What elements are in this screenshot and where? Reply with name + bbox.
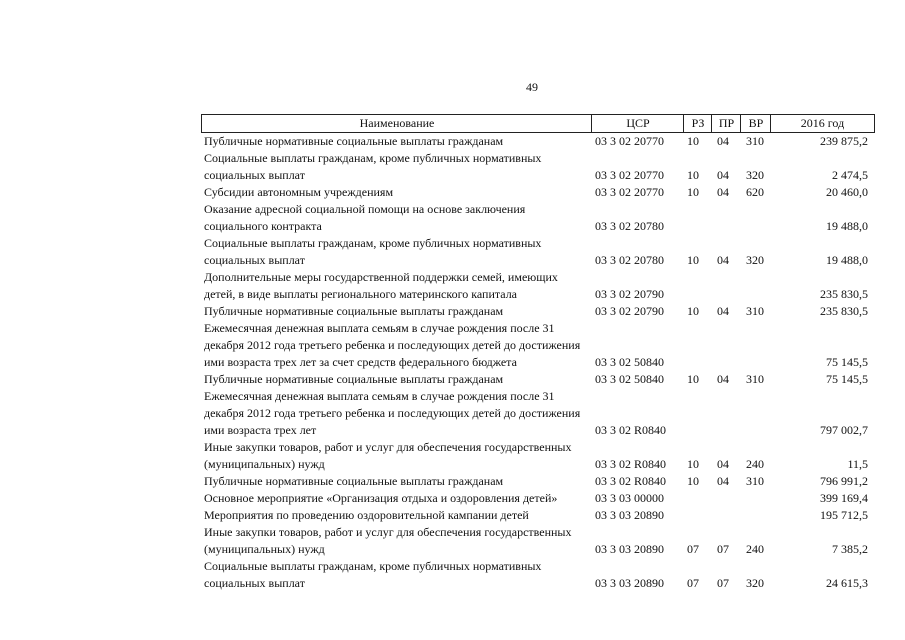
- row-csr: 03 3 02 20790: [595, 304, 664, 318]
- row-name: Социальные выплаты гражданам, кроме публичных нормативных социальных выплат: [204, 236, 542, 267]
- row-pr: [717, 422, 737, 439]
- table-row: [201, 371, 875, 388]
- row-name: Оказание адресной социальной помощи на основе заключения социального контракта: [204, 202, 526, 233]
- row-name: Ежемесячная денежная выплата семьям в случае рождения после 31 декабря 2012 года третьего ребенка и последующих детей до достижения ими возраста трех лет за счет средств федерального бюджета: [204, 321, 581, 369]
- row-sum: 75 145,5: [826, 372, 868, 386]
- row-pr: 07: [717, 576, 729, 590]
- row-vr: 240: [746, 457, 764, 471]
- row-csr: 03 3 02 R0840: [595, 474, 667, 488]
- row-csr: 03 3 03 20890: [595, 508, 664, 522]
- row-pr: [717, 286, 737, 303]
- row-name: Мероприятия по проведению оздоровительной кампании детей: [204, 508, 529, 522]
- row-csr: 03 3 02 R0840: [595, 457, 667, 471]
- row-rz: [687, 490, 709, 507]
- row-vr: 320: [746, 168, 764, 182]
- row-csr: 03 3 02 20770: [595, 168, 664, 182]
- row-csr: 03 3 03 20890: [595, 576, 664, 590]
- row-csr: 03 3 02 20770: [595, 134, 664, 148]
- row-name: Субсидии автономным учреждениям: [204, 185, 394, 199]
- row-pr: [717, 490, 737, 507]
- row-csr: 03 3 02 20790: [595, 287, 664, 301]
- row-vr: 620: [746, 185, 764, 199]
- header-rz: РЗ: [683, 115, 712, 132]
- row-csr: 03 3 03 20890: [595, 542, 664, 556]
- row-rz: [687, 286, 709, 303]
- table-body: [201, 133, 875, 592]
- row-rz: 10: [687, 168, 699, 182]
- row-sum: 19 488,0: [826, 219, 868, 233]
- table-row: [201, 150, 875, 184]
- row-sum: 19 488,0: [826, 253, 868, 267]
- table-row: [201, 303, 875, 320]
- table-row: [201, 473, 875, 490]
- row-pr: 04: [717, 474, 729, 488]
- row-vr: [746, 354, 772, 371]
- row-pr: 07: [717, 542, 729, 556]
- row-rz: 07: [687, 576, 699, 590]
- row-name: Социальные выплаты гражданам, кроме публичных нормативных социальных выплат: [204, 559, 542, 590]
- row-name: Публичные нормативные социальные выплаты гражданам: [204, 304, 504, 318]
- row-pr: 04: [717, 457, 729, 471]
- header-year: 2016 год: [770, 115, 875, 132]
- row-sum: 235 830,5: [820, 287, 868, 301]
- row-vr: 320: [746, 253, 764, 267]
- row-name: Социальные выплаты гражданам, кроме публичных нормативных социальных выплат: [204, 151, 542, 182]
- table-row: [201, 439, 875, 473]
- row-vr: 310: [746, 474, 764, 488]
- table-header: [201, 114, 875, 133]
- table-row: [201, 388, 875, 439]
- row-pr: [717, 218, 737, 235]
- row-sum: 75 145,5: [826, 355, 868, 369]
- row-vr: [746, 218, 772, 235]
- row-vr: 310: [746, 134, 764, 148]
- row-name: Иные закупки товаров, работ и услуг для обеспечения государственных (муниципальных) нужд: [204, 525, 572, 556]
- row-sum: 24 615,3: [826, 576, 868, 590]
- row-csr: 03 3 02 20770: [595, 185, 664, 199]
- table-row: [201, 133, 875, 150]
- row-pr: 04: [717, 134, 729, 148]
- row-sum: 399 169,4: [820, 491, 868, 505]
- row-rz: 10: [687, 304, 699, 318]
- row-csr: 03 3 02 20780: [595, 253, 664, 267]
- row-pr: 04: [717, 253, 729, 267]
- row-rz: [687, 422, 709, 439]
- table-row: [201, 269, 875, 303]
- row-rz: 10: [687, 253, 699, 267]
- page-number: 49: [526, 80, 538, 94]
- row-rz: 10: [687, 372, 699, 386]
- table-row: [201, 558, 875, 592]
- row-rz: [687, 507, 709, 524]
- row-rz: 10: [687, 185, 699, 199]
- row-pr: 04: [717, 304, 729, 318]
- row-vr: 310: [746, 304, 764, 318]
- row-rz: 10: [687, 457, 699, 471]
- table-row: [201, 507, 875, 524]
- row-pr: 04: [717, 372, 729, 386]
- row-rz: [687, 354, 709, 371]
- budget-table: [201, 114, 875, 592]
- row-rz: 10: [687, 474, 699, 488]
- header-name: Наименование: [201, 115, 592, 132]
- row-vr: [746, 507, 772, 524]
- row-pr: 04: [717, 168, 729, 182]
- row-vr: [746, 422, 772, 439]
- table-row: [201, 320, 875, 371]
- table-row: [201, 490, 875, 507]
- row-csr: 03 3 02 50840: [595, 372, 664, 386]
- row-sum: 2 474,5: [832, 168, 868, 182]
- row-sum: 797 002,7: [820, 423, 868, 437]
- row-csr: 03 3 03 00000: [595, 491, 664, 505]
- row-name: Публичные нормативные социальные выплаты гражданам: [204, 372, 504, 386]
- row-pr: [717, 354, 737, 371]
- header-csr: ЦСР: [591, 115, 684, 132]
- row-pr: [717, 507, 737, 524]
- row-sum: 11,5: [847, 457, 868, 471]
- row-pr: 04: [717, 185, 729, 199]
- row-vr: [746, 286, 772, 303]
- row-sum: 796 991,2: [820, 474, 868, 488]
- header-vr: ВР: [740, 115, 771, 132]
- row-csr: 03 3 02 R0840: [595, 423, 667, 437]
- row-vr: [746, 490, 772, 507]
- row-sum: 195 712,5: [820, 508, 868, 522]
- row-rz: [687, 218, 709, 235]
- table-row: [201, 524, 875, 558]
- row-name: Публичные нормативные социальные выплаты гражданам: [204, 134, 504, 148]
- row-rz: 10: [687, 134, 699, 148]
- row-vr: 240: [746, 542, 764, 556]
- row-name: Иные закупки товаров, работ и услуг для обеспечения государственных (муниципальных) нужд: [204, 440, 572, 471]
- row-sum: 20 460,0: [826, 185, 868, 199]
- row-sum: 239 875,2: [820, 134, 868, 148]
- row-csr: 03 3 02 20780: [595, 219, 664, 233]
- row-vr: 310: [746, 372, 764, 386]
- row-name: Основное мероприятие «Организация отдыха и оздоровления детей»: [204, 491, 558, 505]
- row-csr: 03 3 02 50840: [595, 355, 664, 369]
- row-name: Дополнительные меры государственной поддержки семей, имеющих детей, в виде выплаты регионального материнского капитала: [204, 270, 558, 301]
- row-rz: 07: [687, 542, 699, 556]
- table-row: [201, 201, 875, 235]
- row-name: Ежемесячная денежная выплата семьям в случае рождения после 31 декабря 2012 года третьего ребенка и последующих детей до достижения ими возраста трех лет: [204, 389, 581, 437]
- row-name: Публичные нормативные социальные выплаты гражданам: [204, 474, 504, 488]
- header-pr: ПР: [711, 115, 741, 132]
- table-row: [201, 184, 875, 201]
- row-sum: 7 385,2: [832, 542, 868, 556]
- table-row: [201, 235, 875, 269]
- row-vr: 320: [746, 576, 764, 590]
- row-sum: 235 830,5: [820, 304, 868, 318]
